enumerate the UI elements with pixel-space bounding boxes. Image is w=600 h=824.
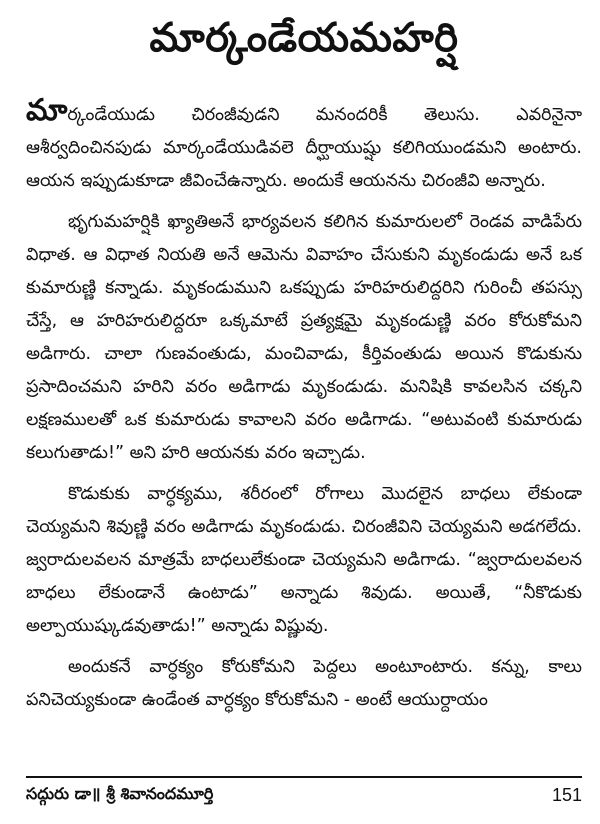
page-number: 151 — [551, 785, 582, 805]
paragraph-3-text: కొడుకుకు వార్ధక్యము, శరీరంలో రోగాలు మొదలైన బాధలు లేకుండా చెయ్యమని శివుణ్ణి వరం అడిగాడు మృకండుడు. చిరంజీవిని చెయ్యమని అడగలేదు. జ్వరాదులవలన మాత్రమే బాధలులేకుండా చెయ్యమని అడిగాడు. “జ్వరాదులవలన బాధలు లేకుండానే ఉంటాడు” అన్నాడు శివుడు. అయితే, “నీకొడుకు అల్పాయుష్కుడవుతాడు!” అన్నాడు విష్ణువు. — [26, 484, 582, 636]
paragraph-4 — [26, 651, 582, 717]
book-page — [0, 6, 600, 824]
drop-cap: మా — [26, 93, 68, 128]
paragraph-4-text: అందుకనే వార్ధక్యం కోరుకోమని పెద్దలు అంటూంటారు. కన్ను, కాలు పనిచెయ్యకుండా ఉండేంత వార్ధక్యం కోరుకోమని - అంటే ఆయుర్దాయం — [26, 657, 582, 710]
chapter-body — [26, 93, 582, 717]
paragraph-3 — [26, 478, 582, 643]
page-footer — [26, 776, 582, 807]
paragraph-2 — [26, 206, 582, 470]
paragraph-2-text: భృగుమహర్షికి ఖ్యాతిఅనే భార్యవలన కలిగిన కుమారులలో రెండవ వాడిపేరు విధాత. ఆ విధాత నియతి అనే ఆమెను వివాహం చేసుకుని మృకండుడు అనే ఒక కుమారుణ్ణి కన్నాడు. మృకండుముని ఒకప్పుడు హరిహరులిద్దరిని గురించీ తపస్సు చేస్తే, ఆ హరిహరులిద్దరూ ఒక్కమాటే ప్రత్యక్షమై మృకండుణ్ణి వరం కోరుకోమని అడిగారు. చాలా గుణవంతుడు, మంచివాడు, కీర్తివంతుడు అయిన కొడుకును ప్రసాదించమని హరిని వరం అడిగాడు మృకండుడు. మనిషికి కావలసిన చక్కని లక్షణములతో ఒక కుమారుడు కావాలని వరం అడిగాడు. “అటువంటి కుమారుడు కలుగుతాడు!” అని హరి ఆయనకు వరం ఇచ్చాడు. — [26, 212, 582, 463]
paragraph-1 — [26, 93, 582, 198]
chapter-title: మార్కండేయమహర్షి — [149, 15, 459, 61]
paragraph-1-text: ర్కండేయుడు చిరంజీవుడని మనందరికీ తెలుసు. ఎవరినైనా ఆశీర్వదించినపుడు మార్కండేయుడివలె దీర్ఘాయుష్షు కలిగియుండమని అంటారు. ఆయన ఇప్పుడుకూడా జీవించేఉన్నారు. అందుకే ఆయనను చిరంజీవి అన్నారు. — [26, 105, 582, 191]
footer-author: సద్గురు డా॥ శ్రీ శివానందమూర్తి — [26, 784, 214, 803]
